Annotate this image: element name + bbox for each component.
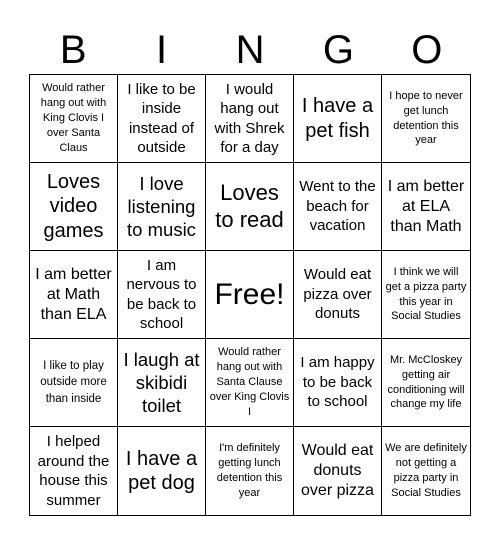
cell-text: I am happy to be back to school [300,354,375,411]
header-letter-n: N [235,28,265,72]
cell-text: Would eat donuts over pizza [301,442,374,499]
bingo-cell[interactable] [118,251,206,339]
bingo-cell[interactable] [294,251,382,339]
cell-text: Loves video games [43,170,104,242]
bingo-cell[interactable] [206,427,294,515]
cell-text: We are definitely not getting a pizza party in Social Studies [385,442,467,499]
bingo-cell[interactable] [30,251,118,339]
cell-text: I laugh at skibidi toilet [123,348,200,417]
cell-text: I think we will get a pizza party this year in Social Studies [385,265,467,323]
cell-text: Would rather hang out with King Clovis I over Santa Claus [40,82,107,154]
bingo-cell[interactable] [382,427,470,515]
cell-text: Loves to read [215,180,284,232]
header-letter-o: O [411,28,443,72]
cell-text: I would hang out with Shrek for a day [214,80,285,156]
header-letter-b: B [59,28,87,72]
bingo-cell[interactable] [294,75,382,163]
bingo-cell[interactable] [382,75,470,163]
bingo-header [29,26,471,74]
cell-text: I like to play outside more than inside [40,360,107,405]
bingo-cell[interactable] [206,75,294,163]
bingo-cell[interactable] [30,339,118,427]
bingo-cell[interactable] [118,339,206,427]
bingo-cell[interactable] [382,339,470,427]
bingo-cell[interactable] [118,75,206,163]
cell-text: I am better at Math than ELA [35,265,112,323]
cell-text: I'm definitely getting lunch detention this year [216,442,283,499]
header-letter-g: G [322,28,354,72]
cell-text: I have a pet dog [125,447,198,494]
bingo-cell[interactable] [206,163,294,251]
cell-text: Went to the beach for vacation [299,178,376,235]
bingo-grid [29,74,471,516]
bingo-cell[interactable] [294,427,382,515]
cell-text: Mr. McCloskey getting air conditioning will change my life [387,353,465,411]
cell-text: Would eat pizza over donuts [303,266,372,323]
cell-text: Would rather hang out with Santa Clause over King Clovis I [209,346,290,418]
bingo-cell[interactable] [382,163,470,251]
free-space-text: Free! [214,277,285,311]
bingo-cell[interactable] [294,163,382,251]
cell-text: I am nervous to be back to school [126,256,197,332]
bingo-cell[interactable] [30,427,118,515]
cell-text: I have a pet fish [301,95,374,142]
bingo-cell[interactable] [206,339,294,427]
cell-text: I am better at ELA than Math [387,177,465,235]
bingo-cell[interactable] [294,339,382,427]
bingo-cell[interactable] [118,427,206,515]
cell-text: I helped around the house this summer [37,433,110,509]
header-letter-i: I [156,28,168,72]
bingo-cell[interactable] [30,75,118,163]
bingo-cell[interactable] [30,163,118,251]
bingo-cell[interactable] [118,163,206,251]
cell-text: I hope to never get lunch detention this year [389,89,463,147]
free-space[interactable] [206,251,294,339]
cell-text: I like to be inside instead of outside [127,80,196,156]
bingo-cell[interactable] [382,251,470,339]
cell-text: I love listening to music [127,172,196,241]
